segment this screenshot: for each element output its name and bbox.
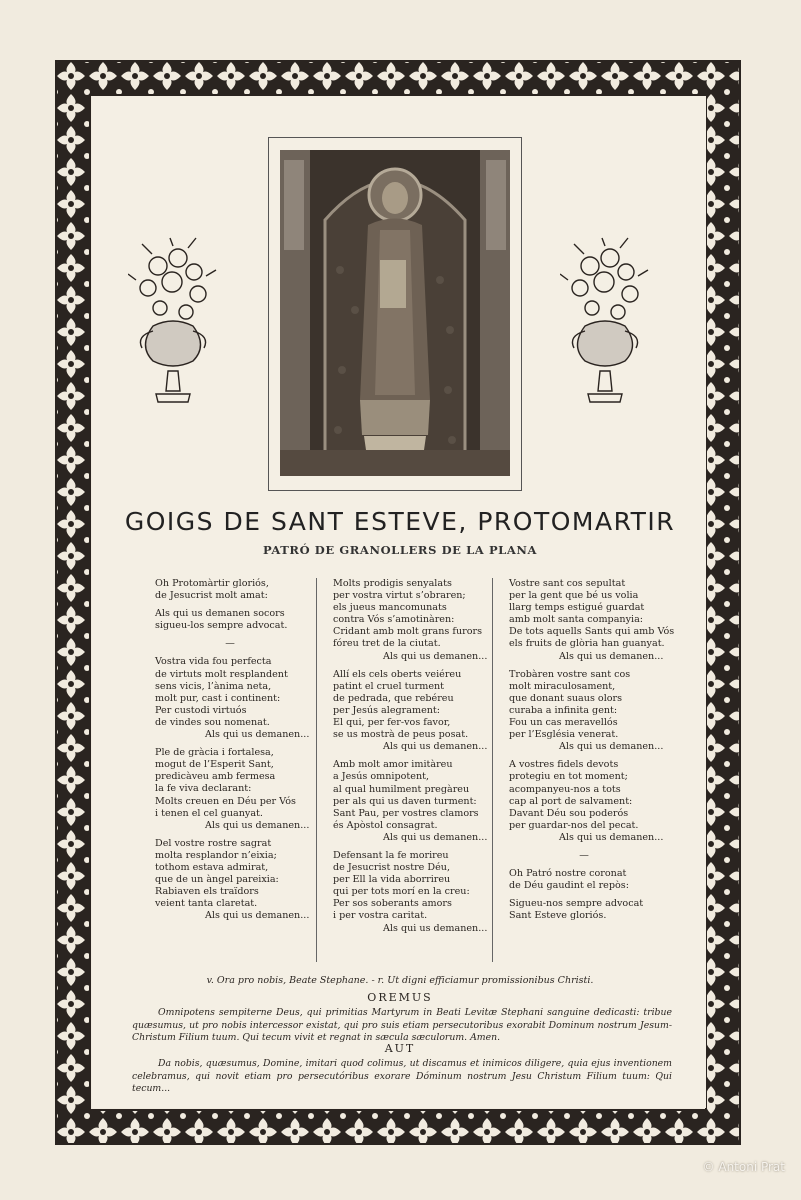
verse-line: Cridant amb molt grans furors — [333, 626, 482, 638]
verse-line: a Jesús omnipotent, — [333, 771, 430, 783]
verse-line: sens vicis, l’ànima neta, — [155, 680, 272, 692]
verse-line: de Jesucrist nostre Déu, — [333, 862, 450, 874]
verse-line: Sant Pau, per vostres clamors — [333, 807, 479, 819]
verse-line: Vostra vida fou perfecta — [155, 656, 272, 668]
verse-line: acompanyeu-nos a tots — [509, 783, 621, 795]
verse-line: predicàveu amb fermesa — [155, 771, 276, 783]
verse-line: Ple de gràcia i fortalesa, — [155, 747, 274, 759]
verse-line: Oh Protomàrtir gloriós, — [155, 578, 269, 589]
verse-line: la fe viva declarant: — [155, 783, 252, 795]
refrain-line: Als qui us demanen... — [205, 910, 310, 922]
verse-line: mogut de l’Esperit Sant, — [155, 759, 274, 771]
verse-line: Molts prodigis senyalats — [333, 578, 452, 589]
refrain-line: Als qui us demanen... — [383, 831, 488, 843]
verse-line: se us mostrà de peus posat. — [333, 729, 469, 741]
verse-line: de virtuts molt resplandent — [155, 668, 288, 680]
page-title: GOIGS DE SANT ESTEVE, PROTOMARTIR — [124, 507, 676, 536]
oremus-text: Omnipotens sempiterne Deus, qui primitias Martyrum in Beati Levitæ Stephani sanguine dedicasti: tribue quæsumus, ut pro nobis intercessor existat, qui pro suis etiam persecutoribus exorabit Dominum nostrum Jesum-Christum Filium tuum. Qui tecum vivit et regnat in sæcula sæculorum. Amen. — [132, 1007, 672, 1043]
verse-line: llarg temps estigué guardat — [509, 602, 645, 614]
verse-line: molt pur, cast i continent: — [155, 692, 281, 704]
aut-heading: AUT — [384, 1042, 416, 1055]
verse-line: de Déu gaudint el repòs: — [509, 880, 629, 892]
verse-line: per vostra virtut s’obraren; — [333, 590, 466, 602]
verse-line: patint el cruel turment — [333, 680, 445, 692]
verse-line: Allí els cels oberts veiéreu — [333, 668, 462, 680]
verse-line: contra Vós s’amotinàren: — [333, 614, 455, 626]
verse-line: Molts creuen en Déu per Vós — [155, 795, 296, 807]
page-subtitle: PATRÓ DE GRANOLLERS DE LA PLANA — [262, 543, 538, 557]
verse-line: Defensant la fe morireu — [333, 849, 449, 861]
verse-line: veient tanta claretat. — [155, 898, 258, 910]
verse-line: Davant Déu sou poderós — [509, 807, 629, 819]
refrain-line: Als qui us demanen... — [559, 741, 664, 753]
verse-column-3 — [509, 578, 674, 922]
copyright-credit: © Antoni Prat — [702, 1160, 785, 1174]
verse-line: i per vostra caritat. — [333, 910, 428, 922]
verse-line: per l’Església venerat. — [509, 729, 619, 741]
verse-line: que donant suaus olors — [509, 692, 623, 704]
verse-line: Fou un cas meravellós — [509, 717, 618, 729]
verse-line: Per custodi virtuós — [155, 704, 247, 716]
oremus-heading: OREMUS — [367, 991, 433, 1004]
verse-line: per guardar-nos del pecat. — [509, 819, 639, 831]
verse-line: Sigueu-nos sempre advocat — [509, 898, 644, 910]
verse-column-2 — [333, 578, 487, 935]
verse-line: A vostres fidels devots — [509, 759, 619, 771]
verse-line: és Apòstol consagrat. — [333, 819, 438, 831]
refrain-line: Als qui us demanen... — [205, 819, 310, 831]
verse-line: El qui, per fer-vos favor, — [333, 717, 451, 729]
verse-line: sigueu-los sempre advocat. — [155, 620, 288, 632]
verse-line: amb molt santa companyia: — [509, 614, 644, 626]
verse-line: protegiu en tot moment; — [509, 771, 628, 783]
column-divider — [316, 578, 317, 962]
verse-line: Del vostre rostre sagrat — [155, 837, 272, 849]
flower-vase-icon — [560, 236, 650, 416]
verse-line: Sant Esteve gloriós. — [509, 910, 607, 922]
verse-line: que de un àngel pareixia: — [155, 874, 279, 886]
verse-line: Amb molt amor imitàreu — [333, 759, 453, 771]
refrain-line: Als qui us demanen... — [205, 729, 310, 741]
verse-line: qui per tots morí en la creu: — [333, 886, 470, 898]
verse-line: de vindes sou nomenat. — [155, 716, 270, 728]
verse-separator: — — [579, 849, 589, 861]
verse-line: De tots aquells Sants qui amb Vós — [509, 626, 675, 638]
verse-line: els jueus mancomunats — [333, 602, 447, 614]
verse-line: de Jesucrist molt amat: — [155, 590, 268, 602]
refrain-line: Als qui us demanen... — [383, 741, 488, 753]
verse-line: fóreu tret de la ciutat. — [333, 638, 441, 650]
verse-line: per Ell la vida aborrireu — [333, 874, 451, 886]
verse-line: Rabiaven els traïdors — [155, 886, 259, 898]
verse-line: i tenen el cel guanyat. — [155, 807, 263, 819]
oremus-prayer — [132, 1007, 672, 1045]
verse-line: per als qui us daven turment: — [333, 795, 477, 807]
verse-line: tothom estava admirat, — [155, 861, 269, 873]
verse-line: Oh Patró nostre coronat — [509, 868, 627, 880]
verse-line: Als qui us demanen socors — [155, 608, 285, 620]
verse-line: per la gent que bé us volia — [509, 590, 639, 602]
verse-line: curaba a infinita gent: — [509, 704, 618, 716]
verse-line: cap al port de salvament: — [509, 795, 633, 807]
refrain-line: Als qui us demanen... — [383, 650, 488, 662]
verse-line: molta resplandor n’eixia; — [155, 849, 277, 861]
aut-prayer — [132, 1058, 672, 1096]
verse-separator: — — [225, 638, 235, 650]
verse-line: per Jesús alegrament: — [333, 704, 441, 716]
column-divider — [492, 578, 493, 962]
verse-line: Vostre sant cos sepultat — [509, 578, 626, 589]
versicle: v. Ora pro nobis, Beate Stephane. - r. Ut digni efficiamur promissionibus Christi. — [206, 975, 594, 986]
verse-line: Per sos soberants amors — [333, 898, 452, 910]
verse-line: Trobàren vostre sant cos — [509, 668, 631, 680]
verse-column-1 — [155, 578, 309, 922]
flower-vase-icon — [128, 236, 218, 416]
refrain-line: Als qui us demanen... — [559, 831, 664, 843]
refrain-line: Als qui us demanen... — [383, 922, 488, 934]
saint-stephen-mosaic-icon — [280, 150, 510, 476]
refrain-line: Als qui us demanen... — [559, 650, 664, 662]
verse-line: al qual humilment pregàreu — [333, 783, 470, 795]
aut-text: Da nobis, quæsumus, Domine, imitari quod colimus, ut discamus et inimicos diligere, quia ejus inventionem celebramus, qui novit etiam pro persecutóribus exorare Dóminum nostrum Jesu Christum Filium tuum: Qui tecum... — [132, 1058, 672, 1094]
verse-line: de pedrada, que rebéreu — [333, 692, 454, 704]
verse-line: els fruits de glòria han guanyat. — [509, 638, 665, 650]
verse-line: molt miraculosament, — [509, 680, 616, 692]
